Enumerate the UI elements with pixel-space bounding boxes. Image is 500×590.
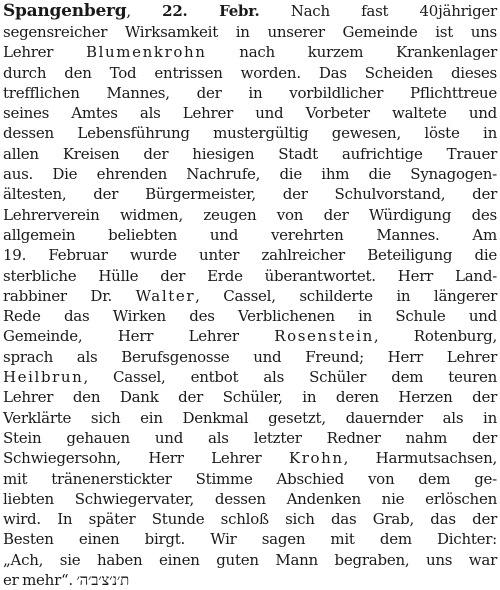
headline-line	[3, 0, 497, 22]
hebrew-abbreviation: ת׳נ׳צ׳ב׳ה׳	[76, 571, 130, 590]
article-line	[3, 63, 497, 83]
article-line	[3, 123, 497, 143]
article-line	[3, 225, 497, 245]
article-line	[3, 529, 497, 549]
text-run: wird. In später Stunde schloß sich das Grab, das der	[3, 510, 497, 529]
text-run: „Ach, sie haben einen guten Mann begraben, uns war	[3, 550, 497, 569]
text-run: rabbiner Dr.	[3, 286, 136, 305]
text-run: , Harmutsachsen,	[343, 449, 497, 468]
person-name: Rosenstein	[274, 327, 374, 346]
text-run: Lehrer	[3, 43, 87, 62]
text-run: Lehrerverein widmen, zeugen von der Würdigung des	[3, 205, 497, 224]
text-run: , Rotenburg,	[373, 327, 498, 346]
person-name: Krohn	[288, 449, 344, 468]
dateline-date: 22. Febr.	[162, 2, 260, 20]
article-line	[3, 266, 497, 286]
article-line	[3, 22, 497, 42]
article-text	[3, 0, 497, 590]
article-line	[3, 245, 497, 265]
article-line	[3, 205, 497, 225]
article-line	[3, 184, 497, 204]
article-line	[3, 387, 497, 407]
text-run: Schwiegersohn, Herr Lehrer	[3, 449, 289, 468]
article-line	[3, 83, 497, 103]
text-run: sprach als Berufsgenosse und Freund; Herr Lehrer	[3, 347, 497, 366]
text-run: nach kurzem Krankenlager	[206, 43, 498, 62]
text-run: durch den Tod entrissen worden. Das Scheiden dieses	[3, 63, 497, 82]
text-run: ,	[126, 2, 163, 20]
text-run: Verklärte sich ein Denkmal gesetzt, dauernder als in	[3, 408, 497, 427]
text-run: Besten einen birgt. Wir sagen mit dem Dichter:	[3, 530, 497, 549]
text-run: segensreicher Wirksamkeit in unserer Gemeinde ist uns	[3, 23, 497, 41]
article-line	[3, 144, 497, 164]
text-run: aus. Die ehrenden Nachrufe, die ihm die Synagogen-	[3, 165, 497, 184]
text-run: , Cassel, schilderte in längerer	[195, 286, 497, 305]
article-line	[3, 469, 497, 489]
article-line	[3, 550, 497, 570]
text-run: seines Amtes als Lehrer und Vorbeter waltete und	[3, 104, 497, 123]
article-line	[3, 489, 497, 509]
person-name: Heilbrun	[3, 368, 84, 387]
article-line	[3, 509, 497, 529]
person-name: Walter	[135, 286, 196, 305]
dateline-place: Spangenberg	[3, 1, 127, 21]
article-line	[3, 448, 497, 468]
article-line	[3, 570, 497, 590]
article-line	[3, 367, 497, 387]
person-name: Blumenkrohn	[86, 43, 207, 62]
text-run: Lehrer den Dank der Schüler, in deren Herzen der	[3, 388, 497, 407]
text-run: sterbliche Hülle der Erde überantwortet. Herr Land-	[3, 266, 497, 285]
text-run: dessen Lebensführung mustergültig gewesen, löste in	[3, 124, 497, 143]
article-line	[3, 428, 497, 448]
article-line	[3, 286, 497, 306]
text-run: mit tränenerstickter Stimme Abschied von dem ge-	[3, 469, 497, 488]
text-run: Rede das Wirken des Verblichenen in Schule und	[3, 307, 497, 326]
text-run: Gemeinde, Herr Lehrer	[3, 327, 275, 346]
article-line	[3, 408, 497, 428]
article-line	[3, 326, 497, 346]
text-run: Stein gehauen und als letzter Redner nahm der	[3, 428, 497, 447]
text-run: er mehr“.	[3, 571, 73, 590]
text-run: 19. Februar wurde unter zahlreicher Beteiligung die	[3, 246, 497, 265]
article-line	[3, 347, 497, 367]
text-run: allgemein beliebten und verehrten Mannes. Am	[3, 225, 497, 244]
text-run: liebten Schwiegervater, dessen Andenken nie erlöschen	[3, 489, 497, 508]
text-run: trefflichen Mannes, der in vorbildlicher Pflichttreue	[3, 83, 497, 102]
article-line	[3, 103, 497, 123]
text-run: allen Kreisen der hiesigen Stadt aufrichtige Trauer	[3, 144, 497, 163]
text-run: Nach fast 40jähriger	[259, 2, 497, 20]
article-line	[3, 306, 497, 326]
article-line	[3, 42, 497, 62]
text-run: ältesten, der Bürgermeister, der Schulvorstand, der	[3, 185, 497, 204]
article-line	[3, 164, 497, 184]
text-run: , Cassel, entbot als Schüler dem teuren	[83, 368, 497, 387]
